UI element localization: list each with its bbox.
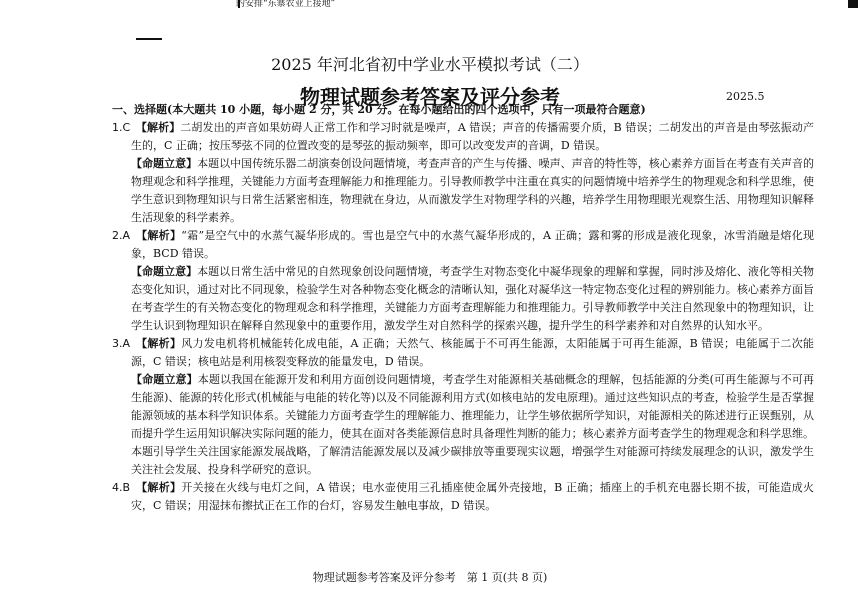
- document-date: 2025.5: [726, 90, 765, 103]
- analysis-label: 【解析】: [141, 229, 182, 242]
- item-answer: A: [122, 229, 131, 242]
- intent-text: 本题以中国传统乐器二胡演奏创设问题情境，考查声音的产生与传播、噪声、声音的特性等，核心素养方面旨在考查有关声音的物理观念和科学推理，关键能力方面考查理解能力和推理能力。引导教师教学中注重在真实的问题情境中培养学生的物理观念和科学思维，使学生意识到物理知识与日常生活紧密相连，物理就在身边，从而激发学生对物理学科的兴趣，培养学生用物理眼光观察生活、用物理知识解释生活现象的科学素养。: [131, 157, 815, 224]
- intent-label: 【命题立意】: [131, 265, 198, 278]
- page-footer: 物理试题参考答案及评分参考 第 1 页(共 8 页): [312, 571, 548, 584]
- previous-page-snippet: 的安排“东寨农业上接地”: [236, 0, 336, 8]
- item-number: 1.: [112, 121, 123, 134]
- item-number: 2.: [112, 229, 123, 242]
- item-number: 4.: [112, 481, 123, 494]
- intent-label: 【命题立意】: [131, 373, 198, 386]
- intent-note-1: [112, 155, 814, 227]
- exam-title: 2025 年河北省初中学业水平模拟考试（二）: [271, 55, 589, 74]
- decorative-dash: [136, 38, 162, 40]
- intent-note-3: [112, 371, 814, 479]
- analysis-text: “霜”是空气中的水蒸气凝华形成的。雪也是空气中的水蒸气凝华形成的，A 正确；露和雾的形成是液化现象，冰雪消融是熔化现象，BCD 错误。: [131, 229, 815, 260]
- intent-text: 本题以我国在能源开发和利用方面创设问题情境，考查学生对能源相关基础概念的理解，包括能源的分类(可再生能源与不可再生能源)、能源的转化形式(机械能与电能的转化等)以及不同能源利用方式(如核电站的发电原理)。通过这些知识点的考查，检验学生是否掌握能源领域的基本科学知识体系。关键能力方面考查学生的理解能力、推理能力，让学生够依据所学知识，对能源相关的陈述进行正误甄别，从而提升学生运用知识解决实际问题的能力，使其在面对各类能源信息时具备理性判断的能力；核心素养方面考查学生的物理观念和科学思维。本题引导学生关注国家能源发展战略，了解清洁能源发展以及减少碳排放等重要现实议题，增强学生对能源可持续发展理念的认识，激发学生关注社会发展、投身科学研究的意识。: [131, 373, 814, 476]
- answer-content: [112, 101, 814, 515]
- intent-note-2: [112, 263, 814, 335]
- item-answer: A: [122, 337, 131, 350]
- analysis-label: 【解析】: [141, 121, 181, 134]
- analysis-text: 风力发电机将机械能转化成电能，A 正确；天然气、核能属于不可再生能源，太阳能属于可再生能源，B 错误；电能属于二次能源，C 错误；核电站是利用核裂变释放的能量发电，D 错误。: [131, 337, 815, 368]
- intent-label: 【命题立意】: [131, 157, 198, 170]
- item-answer: C: [122, 121, 131, 134]
- analysis-label: 【解析】: [141, 337, 182, 350]
- answer-item-3: [112, 335, 814, 371]
- intent-text: 本题以日常生活中常见的自然现象创设问题情境，考查学生对物态变化中凝华现象的理解和掌握，同时涉及熔化、液化等相关物态变化知识，通过对比不同现象，检验学生对各种物态变化概念的清晰认知，强化对凝华这一特定物态变化过程的辨别能力。核心素养方面旨在考查学生的有关物态变化的物理观念和科学推理，关键能力方面考查理解能力和推理能力。引导教师教学中关注自然现象中的物理知识，让学生认识到物理知识在解释自然现象中的重要作用，激发学生对自然科学的探索兴趣，提升学生的科学素养和对自然界的认知水平。: [131, 265, 815, 332]
- section-heading: 一、选择题(本大题共 10 小题，每小题 2 分，共 20 分。在每小题给出的四个选项中，只有一项最符合题意): [112, 103, 646, 116]
- answer-item-1: [112, 119, 814, 155]
- item-answer: B: [122, 481, 131, 494]
- document-title: 物理试题参考答案及评分参考: [300, 85, 560, 109]
- analysis-text: 二胡发出的声音如果妨碍人正常工作和学习时就是噪声，A 错误；声音的传播需要介质，B 错误；二胡发出的声音是由琴弦振动产生的，C 正确；按压琴弦不同的位置改变的是琴弦的振动频率，即可以改变发声的音调，D 错误。: [131, 121, 814, 152]
- analysis-text: 开关接在火线与电灯之间，A 错误；电水壶使用三孔插座使金属外壳接地，B 正确；插座上的手机充电器长期不拔，可能造成火灾，C 错误；用湿抹布擦拭正在工作的台灯，容易发生触电事故，D 错误。: [131, 481, 815, 512]
- answer-item-2: [112, 227, 814, 263]
- corner-mark: [848, 0, 858, 8]
- item-number: 3.: [112, 337, 123, 350]
- analysis-label: 【解析】: [141, 481, 182, 494]
- answer-item-4: [112, 479, 814, 515]
